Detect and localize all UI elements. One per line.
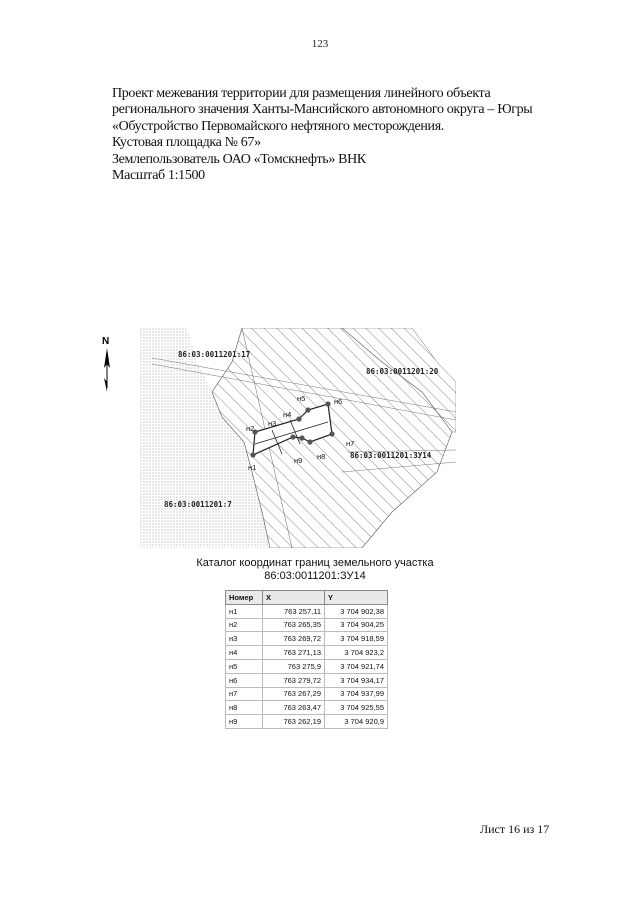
table-row [226,604,388,618]
north-arrow-icon [102,336,110,392]
point-label: н4 [283,410,292,419]
point-number: н5 [226,659,263,673]
point-number: н4 [226,646,263,660]
point-label: н1 [248,463,257,472]
catalog-title [160,557,470,582]
point-label: н8 [317,452,326,461]
point-label: н3 [268,419,277,428]
coord-y: 3 704 937,99 [325,687,388,701]
header-line: Проект межевания территории для размещения линейного объекта [112,86,491,101]
parcel-label: 86:03:0011201:ЗУ14 [350,451,432,460]
point-label: н7 [346,439,355,448]
coord-y: 3 704 902,38 [325,604,388,618]
header-line: Кустовая площадка № 67» [112,135,261,151]
boundary-point [250,452,255,457]
point-label: н6 [334,397,343,406]
north-label: N [102,336,110,347]
column-header-y: Y [325,591,388,605]
boundary-point [290,434,295,439]
coord-x: 763 267,29 [263,687,325,701]
point-number: н3 [226,632,263,646]
table-row [226,687,388,701]
column-header-x: X [263,591,325,605]
table-row [226,673,388,687]
coord-x: 763 271,13 [263,646,325,660]
header-line: Землепользователь ОАО «Томскнефть» ВНК [112,151,366,167]
coord-x: 763 269,72 [263,632,325,646]
coord-x: 763 265,35 [263,618,325,632]
coord-y: 3 704 934,17 [325,673,388,687]
coord-x: 763 257,11 [263,604,325,618]
point-number: н6 [226,673,263,687]
coord-y: 3 704 925,55 [325,701,388,715]
point-label: н2 [246,424,255,433]
boundary-point [325,401,330,406]
point-number: н1 [226,604,263,618]
point-number: н7 [226,687,263,701]
boundary-point [307,439,312,444]
document-header [112,86,572,184]
boundary-point [296,416,301,421]
boundary-point [305,407,310,412]
coord-x: 763 263,47 [263,701,325,715]
coord-y: 3 704 921,74 [325,659,388,673]
coord-x: 763 279,72 [263,673,325,687]
table-row [226,659,388,673]
boundary-point [299,435,304,440]
table-row [226,646,388,660]
catalog-title-line: 86:03:0011201:ЗУ14 [264,569,366,582]
survey-map-drawing [92,322,462,552]
coord-y: 3 704 923,2 [325,646,388,660]
coordinates-table [225,590,388,729]
header-line: регионального значения Ханты-Мансийского автономного округа – Югры [112,102,533,118]
table-header-row [226,591,388,605]
parcel-label: 86:03:0011201:7 [164,500,232,509]
header-line: «Обустройство Первомайского нефтяного месторождения. [112,118,444,134]
parcel-label: 86:03:0011201:20 [366,367,439,376]
point-label: н5 [297,394,306,403]
point-number: н2 [226,618,263,632]
map-parcels [140,328,456,548]
survey-map [92,322,462,552]
table-row [226,701,388,715]
coord-y: 3 704 918,59 [325,632,388,646]
page-number: 123 [311,38,329,50]
table-row [226,715,388,729]
coord-x: 763 275,9 [263,659,325,673]
table-row [226,632,388,646]
boundary-point [329,431,334,436]
coord-y: 3 704 904,25 [325,618,388,632]
point-number: н8 [226,701,263,715]
coord-y: 3 704 920,9 [325,715,388,729]
point-label: н9 [294,456,303,465]
point-number: н9 [226,715,263,729]
header-line: Масштаб 1:1500 [112,168,205,184]
parcel-label: 86:03:0011201:17 [178,350,251,359]
catalog-title-line: Каталог координат границ земельного участка [196,557,434,569]
coord-x: 763 262,19 [263,715,325,729]
table-row [226,618,388,632]
sheet-number: Лист 16 из 17 [480,822,550,836]
column-header-number: Номер [226,591,263,605]
